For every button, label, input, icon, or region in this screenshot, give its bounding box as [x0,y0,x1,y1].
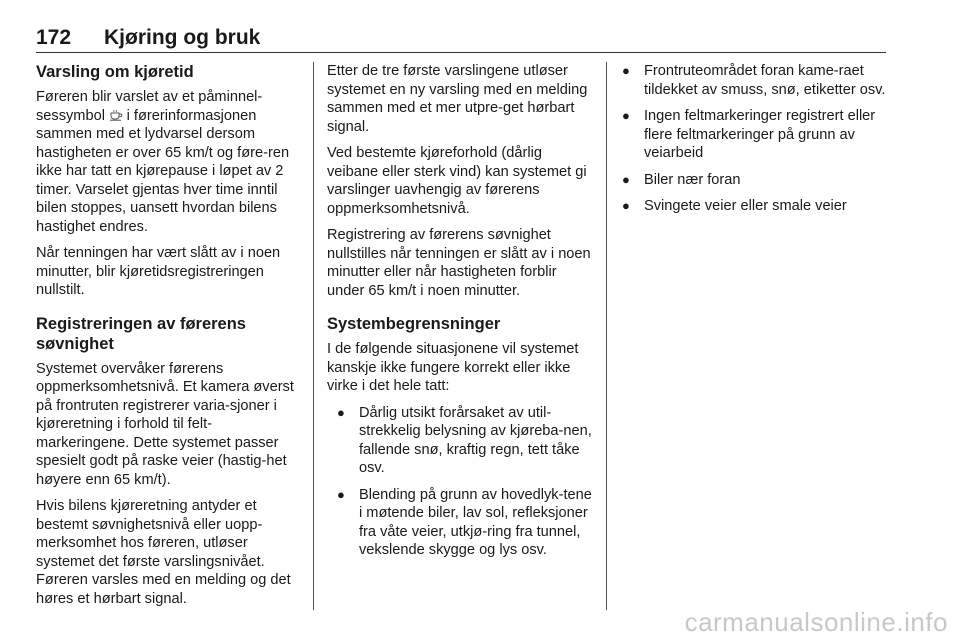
paragraph: Etter de tre første varslingene utløser systemet en ny varsling med en melding sammen med et mer utpre-get hørbart signal. [327,63,588,135]
column-divider [313,62,314,610]
header-divider [36,52,886,53]
paragraph: Ved bestemte kjøreforhold (dårlig veibane eller sterk vind) kan systemet gi varslinger uavhengig av førerens oppmerksomhetsnivå. [327,145,587,217]
bullet-list [327,404,595,560]
list-item: ● Biler nær foran [622,171,741,188]
list-item: ● Blending på grunn av hovedlyk-tene i møtende biler, lav sol, refleksjoner fra våte veier, utkjø-ring fra tunnel, vekslende skygge og lys osv. [337,486,592,558]
bullet-icon: ● [622,108,630,123]
list-item: ● Ingen feltmarkeringer registrert eller flere feltmarkeringer på grunn av veiarbeid [622,108,876,161]
bullet-icon: ● [622,171,630,187]
column-2 [327,62,595,568]
paragraph: Systemet overvåker førerens oppmerksomhetsnivå. Et kamera øverst på frontruten registrerer varia-sjoner i kjøreretning i forhold til felt-markeringene. Dette systemet passer spesielt godt på raske veier (hastig-het høyere enn 65 km/t). [36,360,294,488]
chapter-title: Kjøring og bruk [104,26,261,49]
paragraph: Når tenningen har vært slått av i noen minutter, blir kjøretidsregistreringen nullstilt. [36,245,281,298]
paragraph-text: i førerinformasjonen sammen med et lydvarsel dersom hastigheten er over 65 km/t og føre-ren ikke har tatt en kjørepause i løpet av 2 timer. Varselet gjentas hver time inntil bilen stoppes, uansett hvordan bilens hastighet endres. [36,107,290,235]
page-header [36,26,886,52]
section-heading-drowsiness: Registreringen av førerens søvnighet [36,314,246,353]
page-number: 172 [36,26,72,49]
column-divider [606,62,607,610]
paragraph [36,88,300,236]
list-item: ● Svingete veier eller smale veier [622,198,847,214]
section-heading-limitations: Systembegrensninger [327,315,501,333]
bullet-icon: ● [337,486,345,502]
list-item: ● Dårlig utsikt forårsaket av util-strekkelig belysning av kjøreba-nen, fallende snø, kraftig regn, tett tåke osv. [337,404,592,476]
footer-watermark: carmanualsonline.info [684,607,948,637]
paragraph: Hvis bilens kjøreretning antyder et bestemt søvnighetsnivå eller uopp-merksomhet hos føreren, utløser systemet det første varslingsnivået. Føreren varsles med en melding og det høres et hørbart signal. [36,498,291,607]
bullet-icon: ● [622,63,630,78]
column-1 [36,62,300,616]
section-heading-driving-time: Varsling om kjøretid [36,63,194,81]
bullet-icon: ● [337,404,345,420]
bullet-list [620,62,888,216]
list-item: ● Frontruteområdet foran kame-raet tildekket av smuss, snø, etiketter osv. [622,63,886,98]
coffee-cup-icon [109,108,127,123]
column-3 [620,62,888,224]
paragraph-text: Føreren blir varslet av et påminnel-sessymbol [36,89,263,124]
bullet-icon: ● [622,198,630,213]
paragraph: Registrering av førerens søvnighet nullstilles når tenningen er slått av i noen minutter eller når hastigheten forblir under 65 km/t i noen minutter. [327,227,591,299]
paragraph: I de følgende situasjonene vil systemet kanskje ikke fungere korrekt eller ikke virke i det hele tatt: [327,341,579,394]
